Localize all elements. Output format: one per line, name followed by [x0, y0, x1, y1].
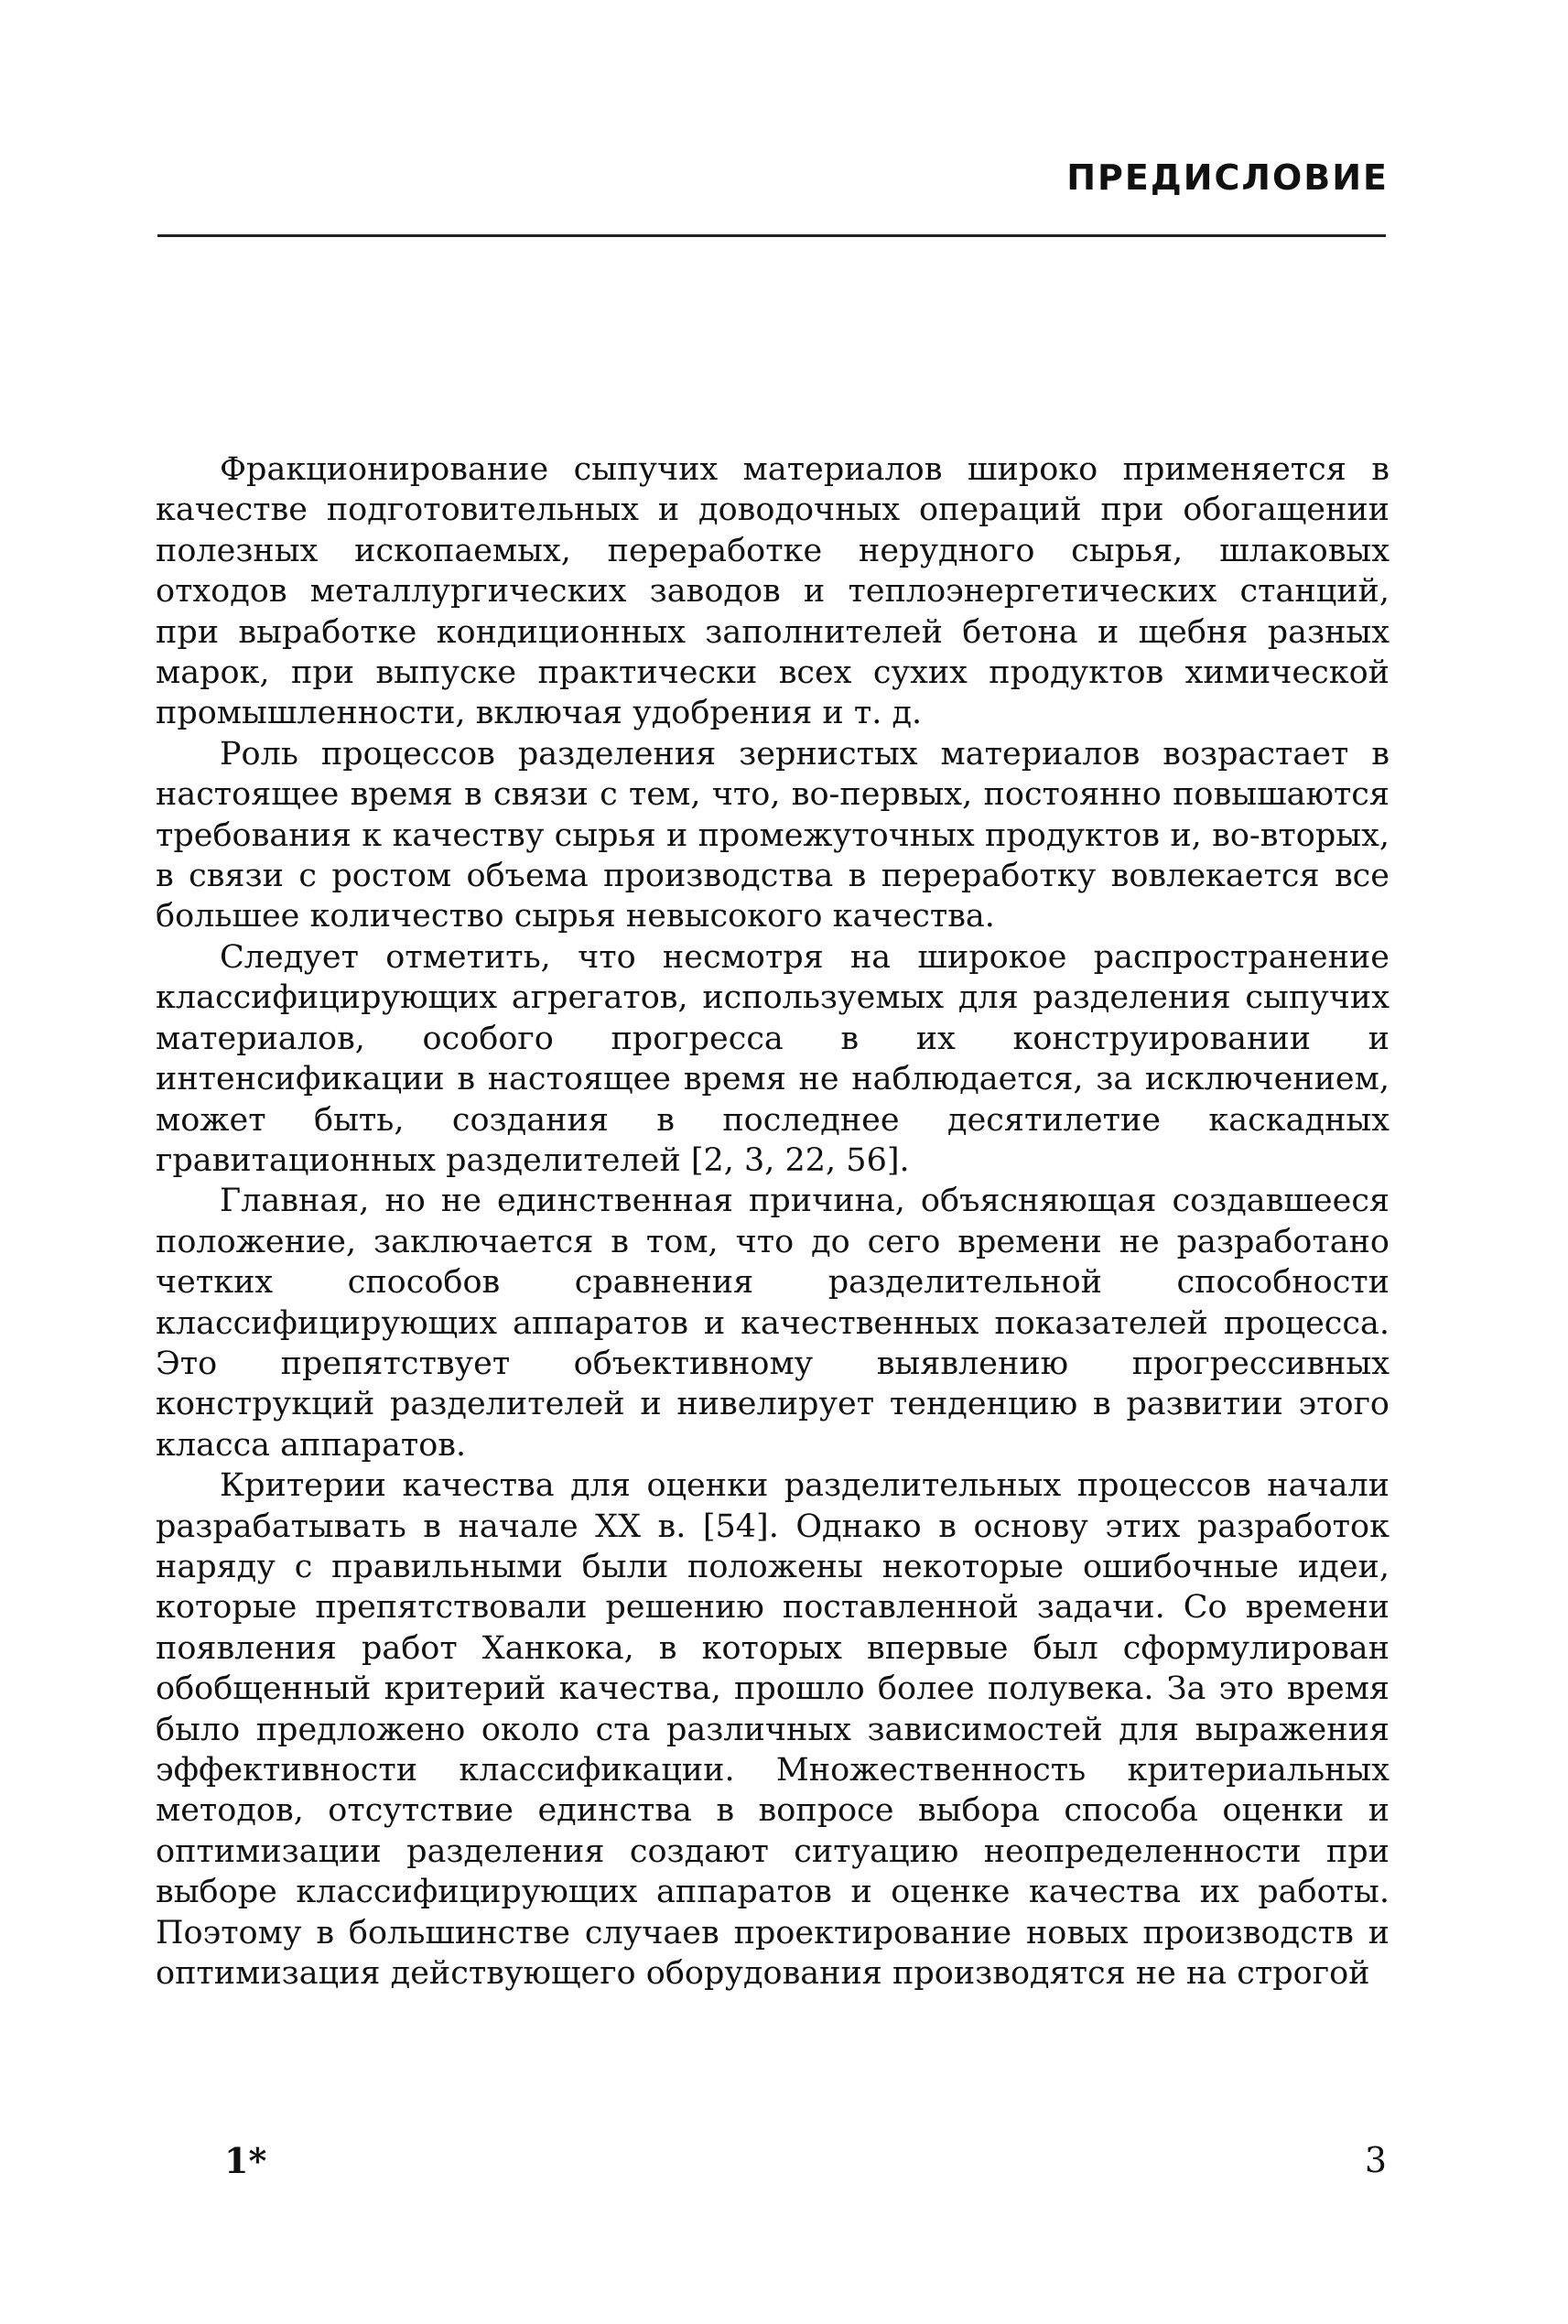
- signature-mark: 1*: [224, 2140, 267, 2181]
- paragraph: Главная, но не единственная причина, объясняющая создавшееся положение, заключается в том, что до сего времени не разработано четких способов сравнения разделительной способности классифицирующих аппаратов и качественных показателей процесса. Это препятствует объективному выявлению прогрессивных конструкций разделителей и нивелирует тенденцию в развитии этого класса аппаратов.: [156, 1183, 1390, 1464]
- paragraph: Критерии качества для оценки разделительных процессов начали разрабатывать в начале XX в. [54]. Однако в основу этих разработок наряду с правильными были положены некоторые ошибочные идеи, которые препятствовали решению поставленной задачи. Со времени появления работ Ханкока, в которых впервые был сформулирован обобщенный критерий качества, прошло более полувека. За это время было предложено около ста различных зависимостей для выражения эффективности классификации. Множественность критериальных методов, отсутствие единства в вопросе выбора способа оценки и оптимизации разделения создают ситуацию неопределенности при выборе классифицирующих аппаратов и оценке качества их работы. Поэтому в большинстве случаев проектирование новых производств и оптимизация действующего оборудования производятся не на строгой: [156, 1467, 1390, 1993]
- paragraph: Следует отметить, что несмотря на широкое распространение классифицирующих агрегатов, используемых для разделения сыпучих материалов, особого прогресса в их конструировании и интенсификации в настоящее время не наблюдается, за исключением, может быть, создания в последнее десятилетие каскадных гравитационных разделителей [2, 3, 22, 56].: [156, 938, 1390, 1179]
- body-text: [156, 449, 1390, 1994]
- section-heading: ПРЕДИСЛОВИЕ: [1066, 157, 1389, 198]
- paragraph: Фракционирование сыпучих материалов широко применяется в качестве подготовительных и доводочных операций при обогащении полезных ископаемых, переработке нерудного сырья, шлаковых отходов металлургических заводов и теплоэнергетических станций, при выработке кондиционных заполнителей бетона и щебня разных марок, при выпуске практически всех сухих продуктов химической промышленности, включая удобрения и т. д.: [156, 451, 1390, 732]
- heading-divider: [157, 234, 1386, 237]
- page-number: 3: [1364, 2140, 1387, 2180]
- paragraph: Роль процессов разделения зернистых материалов возрастает в настоящее время в связи с тем, что, во-первых, постоянно повышаются требования к качеству сырья и промежуточных продуктов и, во-вторых, в связи с ростом объема производства в переработку вовлекается все большее количество сырья невысокого качества.: [156, 735, 1390, 935]
